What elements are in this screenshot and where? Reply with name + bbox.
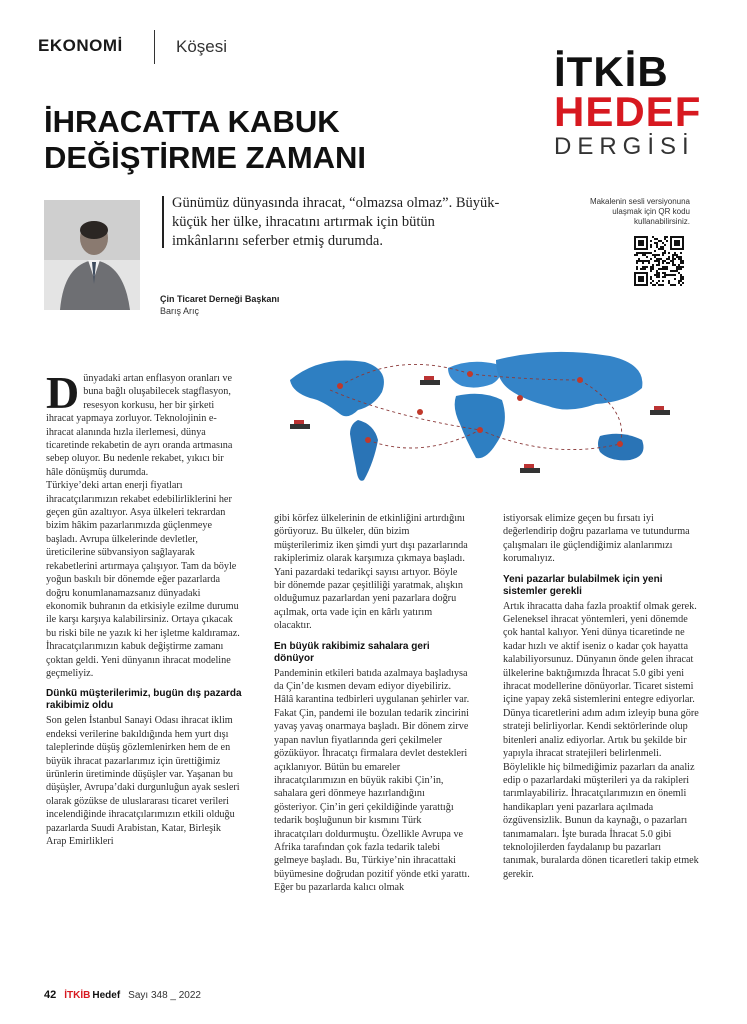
paragraph-6: istiyorsak elimize geçen bu fırsatı iyi değerlendirip doğru pazarlama ve tutundurma çalışmaları ile güçlendiğimiz alanlarımızı korumalıyız. [503,513,690,565]
lead-bar [162,196,164,248]
article-column-2 [274,512,470,895]
issue-number: Sayı 348 _ 2022 [128,989,201,1001]
qr-code-icon[interactable] [634,236,684,286]
paragraph-2: Türkiye’deki artan enerji fiyatları ihracatçılarımızın rekabet edebilirliklerini her geçen gün azaltıyor. Asya ülkeleri tekrardan bizim hâkim pazarlarımızda güçlenmeye başladı. Avrupa ülkelerinde devletler, üreticilerine sübvansiyon sağlayarak rekabetlerini artırmaya çalışıyor. Tam da böyle yoğun baskılı bir dönemde eğer pazarlarda doğru konumlanamazsanız dünyadaki ekonomik buhranın da etkisiyle ezilme durumu ile karşı karşıya kalabilirsiniz. Ortaya çıkacak bu riski bile ne yazık ki her işletme kaldıramaz. İhracatçılarımızın kabuk değiştirme zamanı çoktan geldi. Yeni dünyanın ihracat modeline geçmeliyiz. [46,480,240,679]
article-lead: Günümüz dünyasında ihracat, “olmazsa olmaz”. Büyük-küçük her ülke, ihracatını artırmak için bütün imkânlarını seferber etmiş durumda. [172,195,500,249]
logo-dergisi: DERGİSİ [554,133,695,160]
paragraph-3: Son gelen İstanbul Sanayi Odası ihracat iklim endeksi verilerine bakıldığında hem yurt dışı taleplerinde düşüş gözlemlenirken hem de en büyük ihracat pazarlarımız için ürettiğimiz ürünlerin üretiminde düşüşler var. Yaşanan bu düşüşler, Avrupa’daki durgunluğun ayak sesleri olarak gözükse de uluslararası ticaret verileri incelendiğinde ihracatçılarımızın etkili olduğu pazarlarda Suudi Arabistan, Katar, Birleşik Arap Emirlikleri [46,715,240,847]
map-asia [496,352,642,410]
map-south-america [350,420,378,481]
paragraph-5: Pandeminin etkileri batıda azalmaya başladıysa da Çin’de kısmen devam ediyor diyebiliriz. Hâlâ karantina tedbirleri uygulanan şehirler var. Fakat Çin, pandemi ile bozulan tedarik zincirini yavaş yavaş onarmaya başladı. Bir dönem zirve yapan navlun fiyatlarında geri çekilmeler gözüküyor. İhracatçı firmalara devlet destekleri açıklanıyor. Bütün bu emareler ihracatçılarımızın en büyük rakibi Çin’in, sahalara geri dönmeye hazırlandığını gösteriyor. Çin’in geri çekildiğinde yarattığı tedarik boşluğunun bir kısmını Türk ihracatçıları doldurmuştu. Özellikle Avrupa ve Afrika tarafından çok fazla tedarik talebi gelmeye başladı. Bu, Türkiye’nin ihracattaki büyümesine doğrudan pozitif yönde etki yarattı. Eğer bu pazarlarda kalıcı olmak [274,667,470,894]
author-title: Çin Ticaret Derneği Başkanı [160,294,280,304]
map-africa [455,394,505,458]
article-column-1 [46,367,242,848]
portrait-photo [44,200,140,310]
footer-brand-hedef: Hedef [92,989,121,1001]
paragraph-4: gibi körfez ülkelerinin de etkinliğini artırdığını görüyoruz. Bu ülkeler, dün bizim müşterilerimiz iken şimdi yurt dışı pazarlarında rakiplerimiz olarak karşımıza çıkmaya başladı. Yani pazardaki tedarikçi sayısı artıyor. Böyle bir dönemde pazar çeşitliliği yaratmak, alışkın olduğumuz pazarlardan yeni pazarlara doğru açılmak, orta vade için en kârlı yatırım olacaktır. [274,513,468,632]
logo-itkib: İTKİB [554,48,669,95]
footer-brand-itkib: İTKİB [64,989,91,1001]
section-sublabel: Köşesi [176,37,228,56]
page-footer [44,989,201,1001]
section-label: EKONOMİ [38,36,123,55]
article-headline [44,104,464,176]
map-north-america [290,360,384,416]
qr-code-graphic [634,236,684,286]
qr-caption: Makalenin sesli versiyonuna ulaşmak için QR kodu kullanabilirsiniz. [589,197,690,226]
author-portrait [44,200,140,310]
author-name: Barış Arıç [160,306,200,316]
subheading-1: Dünkü müşterilerimiz, bugün dış pazarda rakibimiz oldu [46,688,242,712]
page-number: 42 [44,989,57,1001]
world-map-graphic [270,340,690,490]
drop-cap: D [46,367,80,418]
headline-line-1: İHRACATTA KABUK [44,104,340,139]
paragraph-7: Artık ihracatta daha fazla proaktif olmak gerek. Geleneksel ihracat yöntemleri, yeni dönemde çok hantal kalıyor. Yeni dünya ticaretinde ne kadar hızlı ve aktif iseniz o kadar çok hayatta kalabiliyorsunuz. Dünyanın önde gelen ihracat ülkelerine baktığımızda İhracat 5.0 gibi yeni ihracat modellerine dönüyorlar. Ticaret sistemi içine yapay zekâ sistemlerini entegre ediyorlar. Dünya ticaretlerini adım adım izleyip buna göre strateji belirliyorlar. Kendi sektörlerinde olup bitenleri analiz ediyorlar. Artık bu şekilde bir yapıyla ihracat stratejileri belirlenmeli. Böylelikle hiç bilmediğimiz pazarları da analiz edip o pazarlardaki müşterileri ya da rakipleri tarımlayabiliriz. İhracatçılarımızın en önemli handikapları yeni pazarlara açılmada özgüvensizlik. Bunun da kaynağı, o pazarları tanımamaları. İşte burada İhracat 5.0 gibi teknolojilerden faydalanıp bu pazarları tanımak, buralarda dönen ticaretleri takip etmek gerekir. [503,600,699,880]
world-trade-map [270,340,690,490]
subheading-2: En büyük rakibimiz sahalara geri dönüyor [274,640,430,664]
subheading-3: Yeni pazarlar bulabilmek için yeni sistemler gerekli [503,573,663,597]
headline-line-2: DEĞİŞTİRME ZAMANI [44,140,367,175]
header-divider [154,30,155,64]
magazine-logo [554,48,714,162]
logo-hedef: HEDEF [554,88,702,135]
article-column-3 [503,512,699,881]
map-europe [448,362,500,388]
paragraph-1: ünyadaki artan enflasyon oranları ve buna bağlı oluşabilecek stagflasyon, resesyon korkusu, her bir şirketi ihracat yapmaya zorluyor. Teknolojinin e-ihracat alanında hızla ilerlemesi, dünya ticaretinde rekabetin de ayrı oranda artmasına sebep oluyor. Bu nedenle rekabet, yıkıcı bir hâle dönüşmüş durumda. [46,373,233,478]
